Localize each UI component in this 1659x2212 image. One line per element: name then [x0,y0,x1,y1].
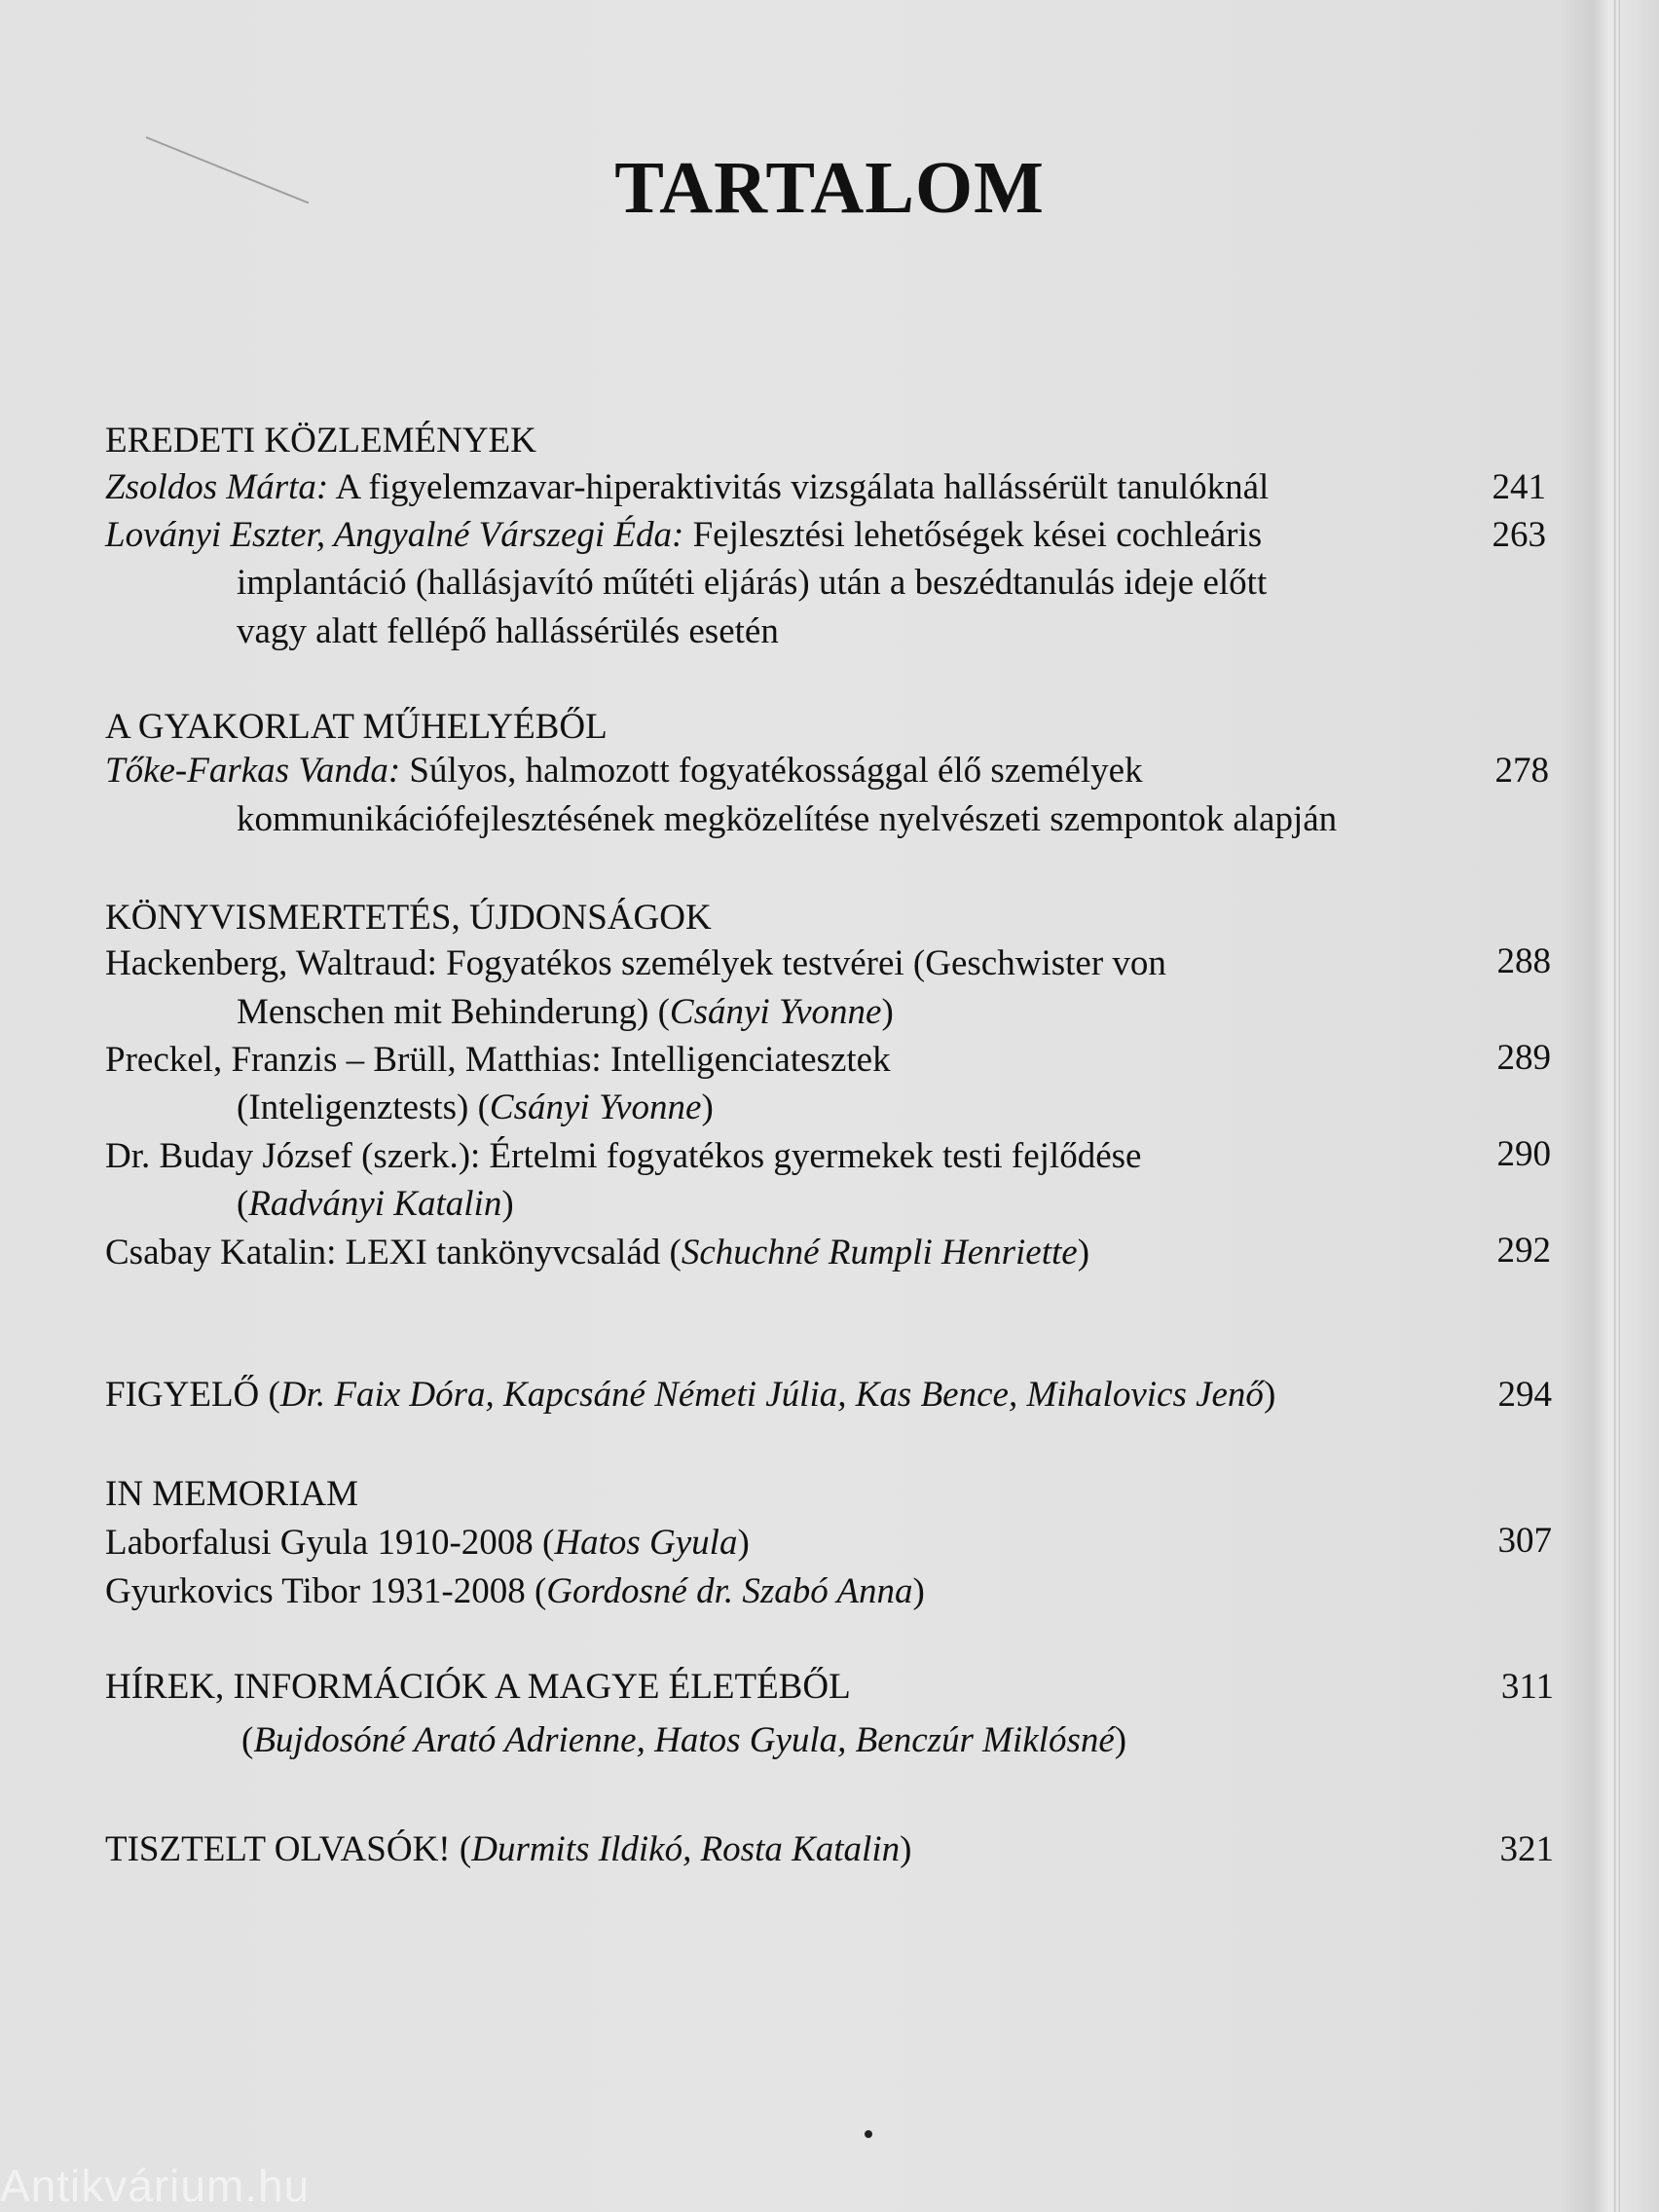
toc-entry-continuation: implantáció (hallásjavító műtéti eljárás) után a beszédtanulás ideje előtt [237,563,1268,603]
page-edge [1614,0,1620,2212]
toc-entry-continuation: (Bujdosóné Arató Adrienne, Hatos Gyula, Benczúr Miklósné) [241,1720,1127,1760]
section-heading: HÍREK, INFORMÁCIÓK A MAGYE ÉLETÉBŐL [105,1667,851,1707]
page-number: 278 [1494,751,1549,791]
toc-entry: Preckel, Franzis – Brüll, Matthias: Intelligenciatesztek [105,1040,891,1080]
watermark-text: Antikvárium.hu [0,2160,311,2211]
page-number: 241 [1492,467,1546,507]
section-heading: A GYAKORLAT MŰHELYÉBŐL [105,707,608,747]
toc-entry-continuation: Menschen mit Behinderung) (Csányi Yvonne) [237,992,894,1032]
page-number: 263 [1492,515,1546,555]
toc-entry: Gyurkovics Tibor 1931-2008 (Gordosné dr. Szabó Anna) [105,1571,925,1611]
toc-entry: Zsoldos Márta: A figyelemzavar-hiperaktivitás vizsgálata hallássérült tanulóknál [105,467,1270,507]
toc-entry-continuation: vagy alatt fellépő hallássérülés esetén [237,611,779,651]
page-number: 321 [1499,1829,1554,1869]
section-heading: TISZTELT OLVASÓK! (Durmits Ildikó, Rosta Katalin) [105,1829,912,1869]
page-number: 289 [1496,1038,1551,1078]
toc-entry: Dr. Buday József (szerk.): Értelmi fogyatékos gyermekek testi fejlődése [105,1136,1142,1176]
section-heading: FIGYELŐ (Dr. Faix Dóra, Kapcsáné Németi Júlia, Kas Bence, Mihalovics Jenő) [105,1375,1276,1415]
toc-entry: Loványi Eszter, Angyalné Várszegi Éda: Fejlesztési lehetőségek kései cochleáris [105,515,1263,555]
page-title: TARTALOM [614,147,1045,229]
toc-entry-continuation: kommunikációfejlesztésének megközelítése nyelvészeti szempontok alapján [237,799,1338,839]
page-number: 311 [1500,1667,1554,1707]
page-number: 307 [1497,1521,1552,1561]
toc-entry: Hackenberg, Waltraud: Fogyatékos személyek testvérei (Geschwister von [105,943,1166,983]
page-number: 288 [1496,941,1551,981]
section-heading: KÖNYVISMERTETÉS, ÚJDONSÁGOK [105,898,712,938]
section-heading: IN MEMORIAM [105,1474,359,1514]
section-heading: EREDETI KÖZLEMÉNYEK [105,421,536,461]
page-number: 294 [1497,1375,1552,1415]
page-number: 290 [1496,1134,1551,1174]
ink-speck [865,2130,872,2138]
toc-entry-continuation: (Radványi Katalin) [237,1184,514,1224]
toc-entry: Tőke-Farkas Vanda: Súlyos, halmozott fogyatékossággal élő személyek [105,751,1143,791]
page-number: 292 [1496,1231,1551,1271]
toc-entry-continuation: (Inteligenztests) (Csányi Yvonne) [237,1088,714,1127]
toc-entry: Laborfalusi Gyula 1910-2008 (Hatos Gyula) [105,1523,750,1563]
toc-entry: Csabay Katalin: LEXI tankönyvcsalád (Schuchné Rumpli Henriette) [105,1233,1090,1272]
